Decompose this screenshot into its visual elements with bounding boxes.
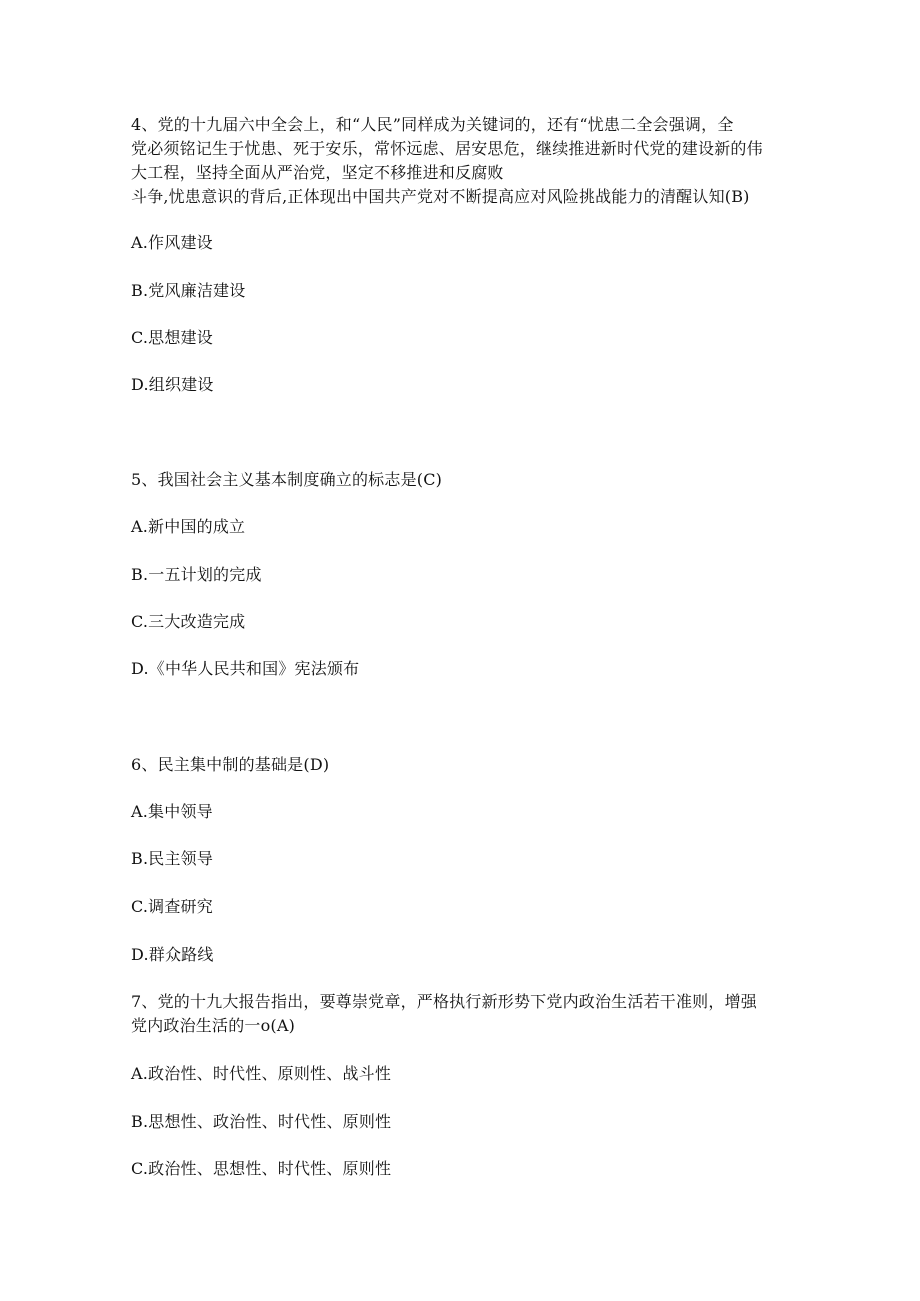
question-4-stem-line-3: 大工程，坚持全面从严治党，坚定不移推进和反腐败	[131, 163, 504, 182]
question-6-option-a: A.集中领导	[131, 802, 213, 821]
question-4-option-c: C.思想建设	[131, 328, 213, 347]
question-4-stem-line-4: 斗争,忧患意识的背后,正体现出中国共产党对不断提高应对风险挑战能力的清醒认知(B)	[131, 187, 750, 206]
question-5-option-b: B.一五计划的完成	[131, 565, 262, 584]
question-7-option-b: B.思想性、政治性、时代性、原则性	[131, 1112, 392, 1131]
question-5-option-d: D.《中华人民共和国》宪法颁布	[131, 659, 360, 678]
question-7-option-a: A.政治性、时代性、原则性、战斗性	[131, 1064, 392, 1083]
question-6-option-b: B.民主领导	[131, 849, 214, 868]
question-5-stem-line-1: 5、我国社会主义基本制度确立的标志是(C)	[131, 470, 443, 489]
question-7-stem-line-2: 党内政治生活的一o(A)	[131, 1016, 296, 1035]
question-7-option-c: C.政治性、思想性、时代性、原则性	[131, 1159, 392, 1178]
question-4-option-a: A.作风建设	[131, 233, 213, 252]
question-6-option-d: D.群众路线	[131, 945, 214, 964]
question-7-stem-line-1: 7、党的十九大报告指出，要尊崇党章，严格执行新形势下党内政治生活若干准则，增强	[131, 992, 757, 1011]
question-6-stem-line-1: 6、民主集中制的基础是(D)	[131, 755, 330, 774]
question-4-option-d: D.组织建设	[131, 375, 214, 394]
question-4-option-b: B.党风廉洁建设	[131, 281, 246, 300]
question-4-stem-line-1: 4、党的十九届六中全会上，和“人民”同样成为关键词的，还有“忧患二全会强调，全	[131, 115, 734, 134]
question-5-option-a: A.新中国的成立	[131, 517, 246, 536]
question-6-option-c: C.调查研究	[131, 897, 213, 916]
question-5-option-c: C.三大改造完成	[131, 612, 246, 631]
question-4-stem-line-2: 党必须铭记生于忧患、死于安乐，常怀远虑、居安思危，继续推进新时代党的建设新的伟	[131, 139, 763, 158]
